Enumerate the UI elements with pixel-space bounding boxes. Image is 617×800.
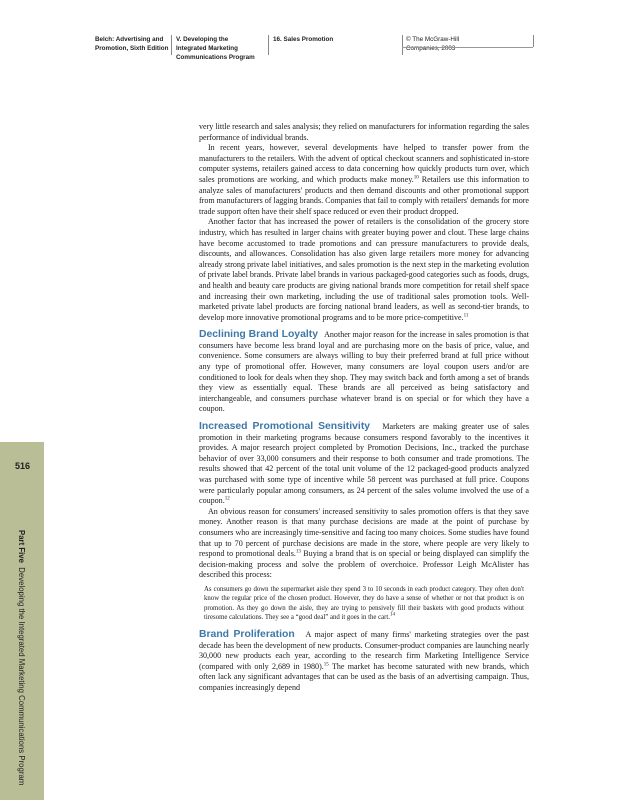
header-divider [533, 35, 534, 47]
section-brand-proliferation [199, 630, 529, 694]
header-part-line: V. Developing the [176, 36, 229, 43]
header-copyright-line: Companies, 2003 [406, 45, 456, 53]
header-rule [402, 47, 533, 48]
page-number: 516 [15, 461, 31, 471]
footnote-ref: 15 [323, 662, 329, 668]
paragraph [199, 217, 529, 323]
header-part-line: Communications Program [176, 54, 255, 62]
paragraph-text: A major aspect of many firms' marketing strategies over the past decade has been the development of new products. Consumer-product companies are launching nearly 30,000 new products each year, according to the research firm Marketing Intelligence Service (compared with only 2,689 in 1980). [199, 629, 529, 671]
header-divider [171, 35, 172, 55]
paragraph-text: Marketers are making greater use of sales promotion in their marketing programs because consumers respond favorably to the incentives it provides. A major research project completed by Promotion Decisions, Inc., tracked the purchase behavior of over 33,000 consumers and their response to both consumer and trade promotions. The results showed that 42 percent of the total unit volume of the 12 packaged-good products analyzed was purchased with some type of incentive while 58 percent was purchased at full price. Coupons were particularly popular among consumers, as 24 percent of the sales volume involved the use of a coupon. [199, 422, 529, 506]
paragraph-text: An obvious reason for consumers' increased sensitivity to sales promotion offers is that they save money. Another reason is that many purchase decisions are made at the point of purchase by consumers who are increasingly time-sensitive and facing too many choices. Some studies have found that up to 70 percent of purchase decisions are made in the store, where people are very likely to respond to promotional deals. [199, 506, 529, 559]
header-part-line: Integrated Marketing [176, 45, 238, 53]
paragraph-text: Retailers use this information to analyze sales of manufacturers' products and then demand discounts and other promotional support from manufacturers of lagging brands. Companies that fail to comply with retailers' demands for more trade support often have their shelf space reduced or even their product dropped. [199, 174, 529, 216]
paragraph-text: very little research and sales analysis; they relied on manufacturers for information regarding the sales performance of individual brands. [199, 122, 529, 142]
block-quote [204, 585, 524, 623]
part-label: Part Five [17, 530, 26, 563]
footnote-ref: 14 [389, 613, 395, 619]
header-book-title [95, 35, 168, 53]
paragraph-text: The market has become saturated with new brands, which often lack any significant advantages that can be used as the basis of an advertising campaign. Thus, companies increasingly depend [199, 661, 529, 692]
paragraph [199, 122, 529, 143]
page-body [199, 122, 529, 694]
header-copyright [406, 35, 459, 53]
footnote-ref: 11 [463, 313, 469, 319]
part-title: Developing the Integrated Marketing Communications Program [17, 567, 26, 786]
header-book-line: Promotion, Sixth Edition [95, 45, 169, 53]
section-declining-brand-loyalty [199, 330, 529, 415]
section-heading: Declining Brand Loyalty [199, 329, 318, 341]
header-divider [268, 35, 269, 55]
footnote-ref: 13 [295, 549, 301, 555]
header-copyright-line: © The McGraw-Hill [406, 36, 460, 43]
paragraph [199, 143, 529, 217]
paragraph-text: Another factor that has increased the power of retailers is the consolidation of the grocery store industry, which has resulted in larger chains with greater buying power and clout. These large chains have become accustomed to trade promotions and can pressure manufacturers to provide deals, discounts, and allowances. Consolidation has also given large retailers more money for advancing already strong private label initiatives, and sales promotion is the next step in the marketing evolution of private label brands. Private label brands in various packaged-good categories such as foods, drugs, and health and beauty care products are giving national brands more competition for retail shelf space and increasing their own marketing, including the use of traditional sales promotion tools. Well-marketed private label products are forcing national brand leaders, as well as second-tier brands, to develop more innovative promotional programs and to be more price-competitive. [199, 217, 529, 322]
section-heading: Increased Promotional Sensitivity [199, 421, 371, 433]
header-divider [402, 35, 403, 55]
section-heading: Brand Proliferation [199, 628, 295, 640]
paragraph-text: Buying a brand that is on special or being displayed can simplify the decision-making process and solve the problem of overchoice. Professor Leigh McAlister has described this process: [199, 549, 530, 580]
paragraph [199, 507, 529, 581]
header-book-line: Belch: Advertising and [95, 36, 164, 43]
running-header [0, 0, 617, 90]
paragraph-text: In recent years, however, several developments have helped to transfer power from the manufacturers to the retailers. With the advent of optical checkout scanners and sophisticated in-store computer systems, retailers gained access to data concerning how quickly products turn over, which sales promotions are working, and which products make money. [199, 143, 529, 184]
quote-text: As consumers go down the supermarket aisle they spend 3 to 10 seconds in each product category. They often don't know the regular price of the chosen product. However, they do have a sense of whether or not that product is on promotion. As they go down the aisle, they are trying to pensively fill their baskets with good products without tiresome calculations. They see a “good deal” and it goes in the cart. [204, 585, 524, 622]
header-chapter-title: 16. Sales Promotion [273, 36, 334, 43]
header-part-title [176, 35, 255, 63]
paragraph-text: Another major reason for the increase in sales promotion is that consumers have become less brand loyal and are purchasing more on the basis of price, value, and convenience. Some consumers are always willing to buy their preferred brand at full price without any type of promotional offer. However, many consumers are loyal coupon users and/or are conditioned to look for deals when they shop. They may switch back and forth among a set of brands they view as essentially equal. These brands are all perceived as being satisfactory and interchangeable, and consumers purchase whatever brand is on special or for which they have a coupon. [199, 330, 529, 414]
section-increased-promotional-sensitivity [199, 422, 529, 507]
footnote-ref: 12 [224, 496, 230, 502]
footnote-ref: 10 [413, 175, 419, 181]
